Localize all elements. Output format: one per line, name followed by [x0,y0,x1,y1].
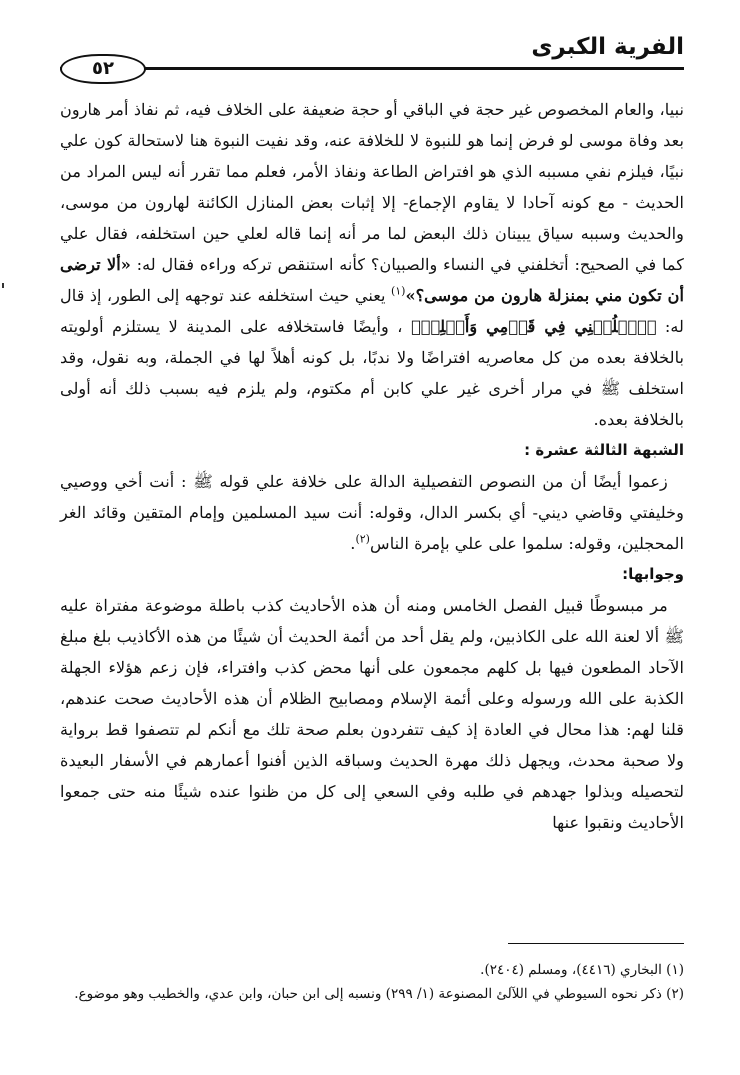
section-heading: وجوابها: [622,565,684,583]
paragraph-text: يعني حيث استخلفه عند توجهه إلى الطور، إذ قال له: [60,286,684,336]
header-rule [60,67,684,70]
paragraph [60,94,684,435]
footnote-separator [508,943,684,944]
quran-quote: ﴿ٱخۡلُفۡنِي فِي قَوۡمِي وَأَصۡلِحۡ﴾ [410,317,657,336]
paragraph [60,466,684,559]
paragraph-text: . [350,534,356,553]
paragraph [60,590,684,838]
footnote: (٢) ذكر نحوه السيوطي في اللآلئ المصنوعة (١/ ٢٩٩) ونسبه إلى ابن حبان، وابن عدي، والخطيب وهو موضوع. [74,986,684,1002]
page-header [60,34,684,94]
page-number: ٥٢ [60,54,146,84]
paragraph-text: زعموا أيضًا أن من النصوص التفصيلية الدالة على خلافة علي قوله ﷺ : أنت أخي ووصيي وخليفتي وقاضي ديني- أي بكسر الدال، وقوله: أنت سيد المسلمين وإمام المتقين وقائد الغر المحجلين، وقوله: سلموا على علي بإمرة الناس [60,472,684,553]
running-title: الفرية الكبرى [531,34,684,60]
paragraph-text: مر مبسوطًا قبيل الفصل الخامس ومنه أن هذه الأحاديث كذب باطلة موضوعة مفتراة عليه ﷺ ألا لعنة الله على الكاذبين، ولم يقل أحد من أئمة الحديث أن شيئًا من هذه الأكاذيب بلغ مبلغ الآحاد المطعون فيها بل كلهم مجمعون على أنها محض كذب وافتراء، فإن زعم هؤلاء الجهلة الكذبة على الله ورسوله وعلى أئمة الإسلام ومصابيح الظلام أن هذه الأحاديث صحت عندهم، قلنا لهم: هذا محال في العادة إذ كيف تتفردون بعلم صحة تلك مع أنكم لم تتصفوا قط برواية ولا صحبة محدث، ويجهل ذلك مهرة الحديث وسباقه الذين أفنوا أعمارهم في الأسفار البعيدة لتحصيله وبذلوا جهدهم في طلبه وفي السعي إلى كل من ظنوا عنده شيئًا منه حتى جمعوا الأحاديث ونقبوا عنها [60,596,684,832]
paragraph-text: ، وأيضًا فاستخلافه على المدينة لا يستلزم أولويته بالخلافة بعده من كل معاصريه افتراضًا ولا ندبًا، بل كونه أهلاً لها في الجملة، وبه نقول، وقد استخلف ﷺ في مرار أخرى غير علي كابن أم مكتوم، ولم يلزم فيه بسبب ذلك أنه أولى بالخلافة بعده. [60,317,684,429]
hadith-quote: «ألا ترضى أن تكون مني بمنزلة هارون من موسى؟» [60,255,684,305]
footnotes [60,958,684,1006]
section-heading: الشبهة الثالثة عشرة : [524,441,684,459]
footnote: (١) البخاري (٤٤١٦)، ومسلم (٢٤٠٤). [480,962,684,978]
margin-mark [2,283,4,288]
main-text [60,94,684,838]
footnote-ref: (١) [390,284,406,298]
paragraph-text: نبيا، والعام المخصوص غير حجة في الباقي أو حجة ضعيفة على الخلاف فيه، ثم نفاذ أمر هارون بعد وفاة موسى لو فرض إنما هو للنبوة لا للخلافة عنه، وقد نفيت النبوة هنا لاستحالة كون علي نبيًا، فيلزم نفي مسببه الذي هو افتراض الطاعة ونفاذ الأمر، فعلم مما تقرر أنه ليس المراد من الحديث - مع كونه آحادا لا يقاوم الإجماع- إلا إثبات بعض المنازل الكائنة لهارون من موسى، والحديث وسببه سياق يبينان ذلك البعض لما مر أنه إنما قاله لعلي حين استخلفه، فقال علي كما في الصحيح: أتخلفني في النساء والصبيان؟ كأنه استنقص تركه وراءه فقال له: [60,100,684,274]
footnote-ref: (٢) [355,532,370,546]
